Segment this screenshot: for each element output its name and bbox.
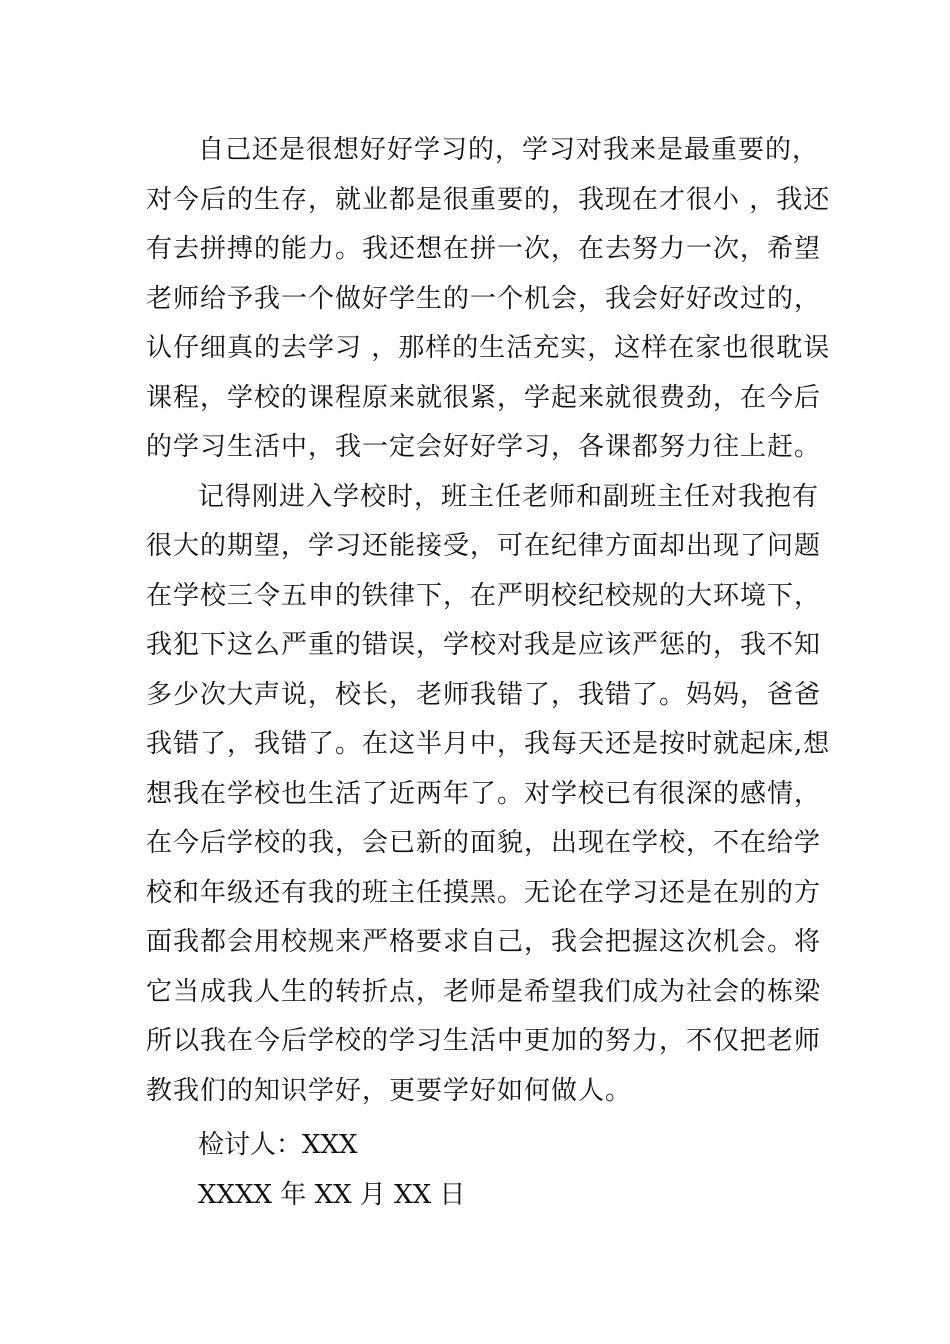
paragraph-1-line-1: 自己还是很想好好学习的，学习对我来是最重要的，	[198, 135, 820, 165]
paragraph-1-line-5: 认仔细真的去学习 ，那样的生活充实，这样在家也很耽误	[146, 333, 831, 363]
paragraph-2-line-3: 在学校三令五申的铁律下，在严明校纪校规的大环境下，	[146, 580, 822, 611]
paragraph-2-line-1: 记得刚进入学校时，班主任老师和副班主任对我抱有	[198, 481, 820, 512]
paragraph-2-line-12: 所以我在今后学校的学习生活中更加的努力，不仅把老师	[146, 1026, 822, 1056]
paragraph-2-line-7: 想我在学校也生活了近两年了。对学校已有很深的感情，	[146, 778, 822, 809]
paragraph-1-line-2: 对今后的生存，就业都是很重要的，我现在才很小 ，我还	[146, 184, 831, 215]
paragraph-1-line-4: 老师给予我一个做好学生的一个机会，我会好好改过的，	[146, 283, 822, 314]
paragraph-2-line-4: 我犯下这么严重的错误，学校对我是应该严惩的，我不知	[146, 630, 822, 660]
paragraph-2-line-13: 教我们的知识学好，更要学好如何做人。	[146, 1075, 633, 1106]
signature-block	[198, 1120, 465, 1220]
paragraph-1-line-6: 课程，学校的课程原来就很紧，学起来就很费劲，在今后	[146, 382, 822, 413]
paragraph-1-line-3: 有去拼搏的能力。我还想在拼一次，在去努力一次，希望	[146, 234, 822, 264]
paragraph-2-line-9: 校和年级还有我的班主任摸黑。无论在学习还是在别的方	[146, 877, 822, 908]
paragraph-2-line-5: 多少次大声说，校长，老师我错了，我错了。妈妈，爸爸	[146, 679, 822, 710]
paragraph-2-line-2: 很大的期望，学习还能接受，可在纪律方面却出现了问题	[146, 531, 822, 561]
paragraph-2-line-8: 在今后学校的我，会已新的面貌，出现在学校，不在给学	[146, 828, 822, 858]
document-body	[146, 126, 831, 1116]
paragraph-1-line-7: 的学习生活中，我一定会好好学习，各课都努力往上赶。	[146, 432, 822, 462]
paragraph-2-line-6: 我错了，我错了。在这半月中，我每天还是按时就起床,想	[146, 729, 831, 759]
paragraph-2-line-10: 面我都会用校规来严格要求自己，我会把握这次机会。将	[146, 927, 822, 957]
reviewer-signature: 检讨人：XXX	[198, 1130, 358, 1160]
signature-date: XXXX 年 XX 月 XX 日	[198, 1180, 466, 1210]
paragraph-2-line-11: 它当成我人生的转折点，老师是希望我们成为社会的栋梁	[146, 976, 822, 1007]
